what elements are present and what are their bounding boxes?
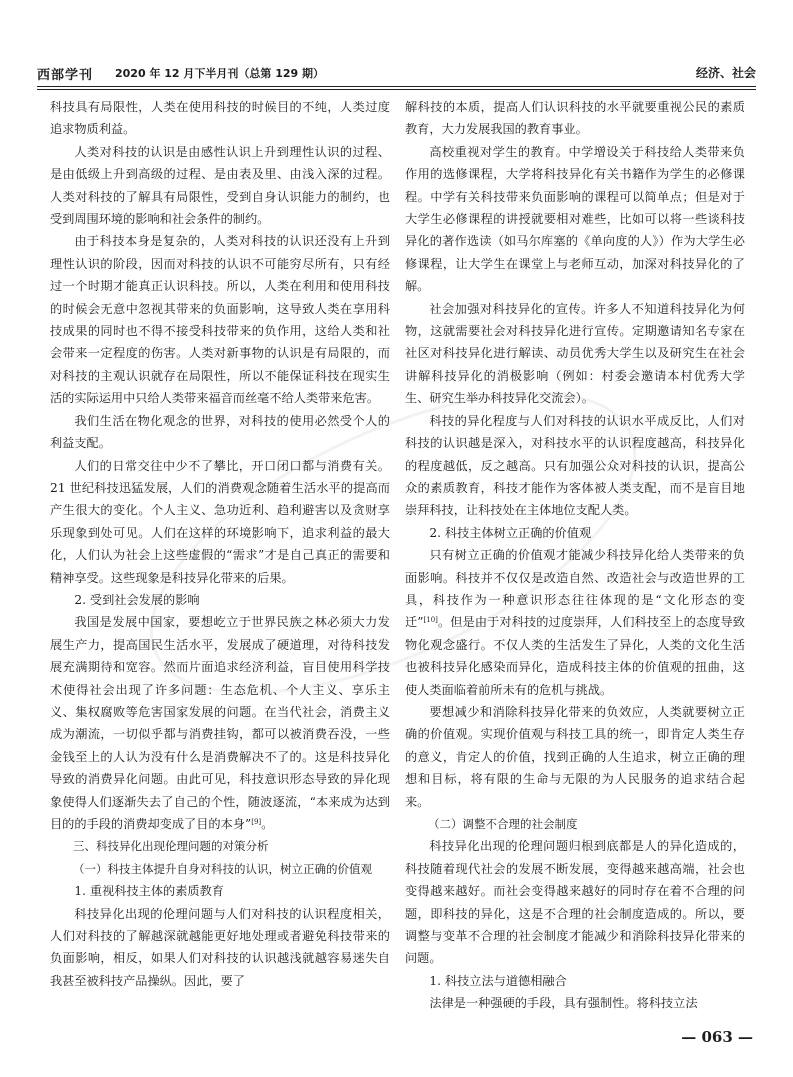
- paragraph: 解科技的本质，提高人们认识科技的水平就要重视公民的素质教育，大力发展我国的教育事业。: [405, 100, 745, 137]
- paragraph: 由于科技本身是复杂的，人类对科技的认识还没有上升到理性认识的阶段，因而对科技的认识不可能穷尽所有，只有经过一个时期才能真正认识科技。所以，人类在利用和使用科技的时候会无意中忽视其带来的负面影响，这导致人类在享用科技成果的同时也不得不接受科技带来的负作用，这给人类和社会带来一定程度的伤害。人类对新事物的认识是有局限的，而对科技的主观认识就存在局限性，所以不能保证科技在现实生活的实际运用中只给人类带来福音而丝毫不给人类带来危害。: [50, 234, 390, 406]
- paragraph: 科技具有局限性，人类在使用科技的时候目的不纯，人类过度追求物质利益。: [50, 100, 390, 137]
- paragraph: 人们的日常交往中少不了攀比，开口闭口都与消费有关。21 世纪科技迅猛发展，人们的消费观念随着生活水平的提高而产生很大的变化。个人主义、急功近利、趋利避害以及贪财享乐现象到处可见。人们在这样的环境影响下，追求利益的最大化，人们认为社会上这些虚假的“需求”才是自己真正的需要和精神享受。这些现象是科技异化带来的后果。: [50, 458, 390, 585]
- paragraph: 高校重视对学生的教育。中学增设关于科技给人类带来负作用的选修课程，大学将科技异化有关书籍作为学生的必修课程。中学有关科技带来负面影响的课程可以简单点；但是对于大学生必修课程的讲授就要相对难些，比如可以将一些谈科技异化的著作选读（如马尔库塞的《单向度的人》）作为大学生必修课程，让大学生在课堂上与老师互动，加深对科技异化的了解。: [405, 144, 745, 294]
- citation-ref: [10]: [423, 616, 438, 625]
- issue-info: 2020 年 12 月下半月刊（总第 129 期）: [115, 67, 325, 80]
- paragraph: 科技的异化程度与人们对科技的认识水平成反比，人们对科技的认识越是深入，对科技水平的认识程度越高，科技异化的程度越低，反之越高。只有加强公众对科技的认识，提高公众的素质教育，科技才能作为客体被人类支配，而不是盲目地崇拜科技，让科技处在主体地位支配人类。: [405, 413, 745, 518]
- right-column: [405, 96, 745, 1015]
- paragraph: （一）科技主体提升自身对科技的认识，树立正确的价值观: [73, 861, 372, 876]
- paragraph: 1. 重视科技主体的素质教育: [74, 884, 224, 899]
- paragraph: 科技异化出现的伦理问题与人们对科技的认识程度相关，人们对科技的了解越深就越能更好地处理或者避免科技带来的负面影响，相反，如果人们对科技的认识越浅就越容易迷失自我甚至被科技产品操纵。因此，要了: [50, 906, 390, 988]
- paragraph: 1. 科技立法与道德相融合: [429, 973, 567, 988]
- paragraph: 科技异化出现的伦理问题归根到底都是人的异化造成的，科技随着现代社会的发展不断发展，变得越来越高端，社会也变得越来越好。而社会变得越来越好的同时存在着不合理的问题，即科技的异化，这是不合理的社会制度造成的。所以，要调整与变革不合理的社会制度才能减少和消除科技异化带来的问题。: [405, 839, 745, 966]
- paragraph: 我们生活在物化观念的世界，对科技的使用必然受个人的利益支配。: [50, 413, 390, 451]
- paragraph: 我国是发展中国家，要想屹立于世界民族之林必须大力发展生产力，提高国民生活水平，发展成了硬道理，对待科技发展充满期待和宽容。然而片面追求经济利益，盲目使用科学技术使得社会出现了许多问题：生态危机、个人主义、享乐主义、集权腐败等危害国家发展的问题。在当代社会，消费主义成为潮流，一切似乎都与消费挂钩，都可以被消费吞没，一些金钱至上的人认为没有什么是消费解决不了的。这是科技异化导致的消费异化问题。由此可见，科技意识形态导致的异化现象使得人们逐渐失去了自己的个性，随波逐流，“本来成为达到目的的手段的消费却变成了目的本身”[9]。: [50, 615, 390, 831]
- paragraph: 2. 受到社会发展的影响: [74, 592, 200, 607]
- paragraph: 要想减少和消除科技异化带来的负效应，人类就要树立正确的价值观。实现价值观与科技工具的统一，即肯定人类生存的意义，肯定人的价值，找到正确的人生追求，树立正确的理想和目标，将有限的生命与无限的为人民服务的追求结合起来。: [405, 704, 745, 809]
- paragraph: 只有树立正确的价值观才能减少科技异化给人类带来的负面影响。科技并不仅仅是改造自然、改造社会与改造世界的工具，科技作为一种意识形态往往体现的是“文化形态的变迁”[10]。但是由于对科技的过度崇拜，人们科技至上的态度导致物化观念盛行。不仅人类的生活发生了异化，人类的文化生活也被科技异化感染而异化，造成科技主体的价值观的扭曲，这使人类面临着前所未有的危机与挑战。: [405, 548, 745, 697]
- paragraph: （二）调整不合理的社会制度: [428, 817, 578, 831]
- page-header: [37, 62, 756, 86]
- section-label: 经济、社会: [695, 66, 756, 80]
- header-rule-thin: [37, 89, 756, 90]
- journal-name: 西部学刊: [37, 68, 94, 83]
- left-column: [50, 96, 390, 992]
- paragraph: 三、科技异化出现伦理问题的对策分析: [73, 839, 269, 854]
- header-rule: [37, 86, 756, 87]
- page-number: — 063 —: [681, 1028, 753, 1046]
- citation-ref: [9]: [251, 818, 262, 826]
- paragraph: 法律是一种强硬的手段，具有强制性。将科技立法: [429, 996, 698, 1011]
- paragraph: 2. 科技主体树立正确的价值观: [429, 525, 592, 540]
- paragraph: 社会加强对科技异化的宣传。许多人不知道科技异化为何物，这就需要社会对科技异化进行宣传。定期邀请知名专家在社区对科技异化进行解读、动员优秀大学生以及研究生在社会讲解科技异化的消极影响（例如：村委会邀请本村优秀大学生、研究生举办科技异化交流会）。: [405, 301, 745, 406]
- paragraph: 人类对科技的认识是由感性认识上升到理性认识的过程、是由低级上升到高级的过程、是由表及里、由浅入深的过程。人类对科技的了解具有局限性，受到自身认识能力的制约，也受到周围环境的影响和社会条件的制约。: [50, 144, 390, 227]
